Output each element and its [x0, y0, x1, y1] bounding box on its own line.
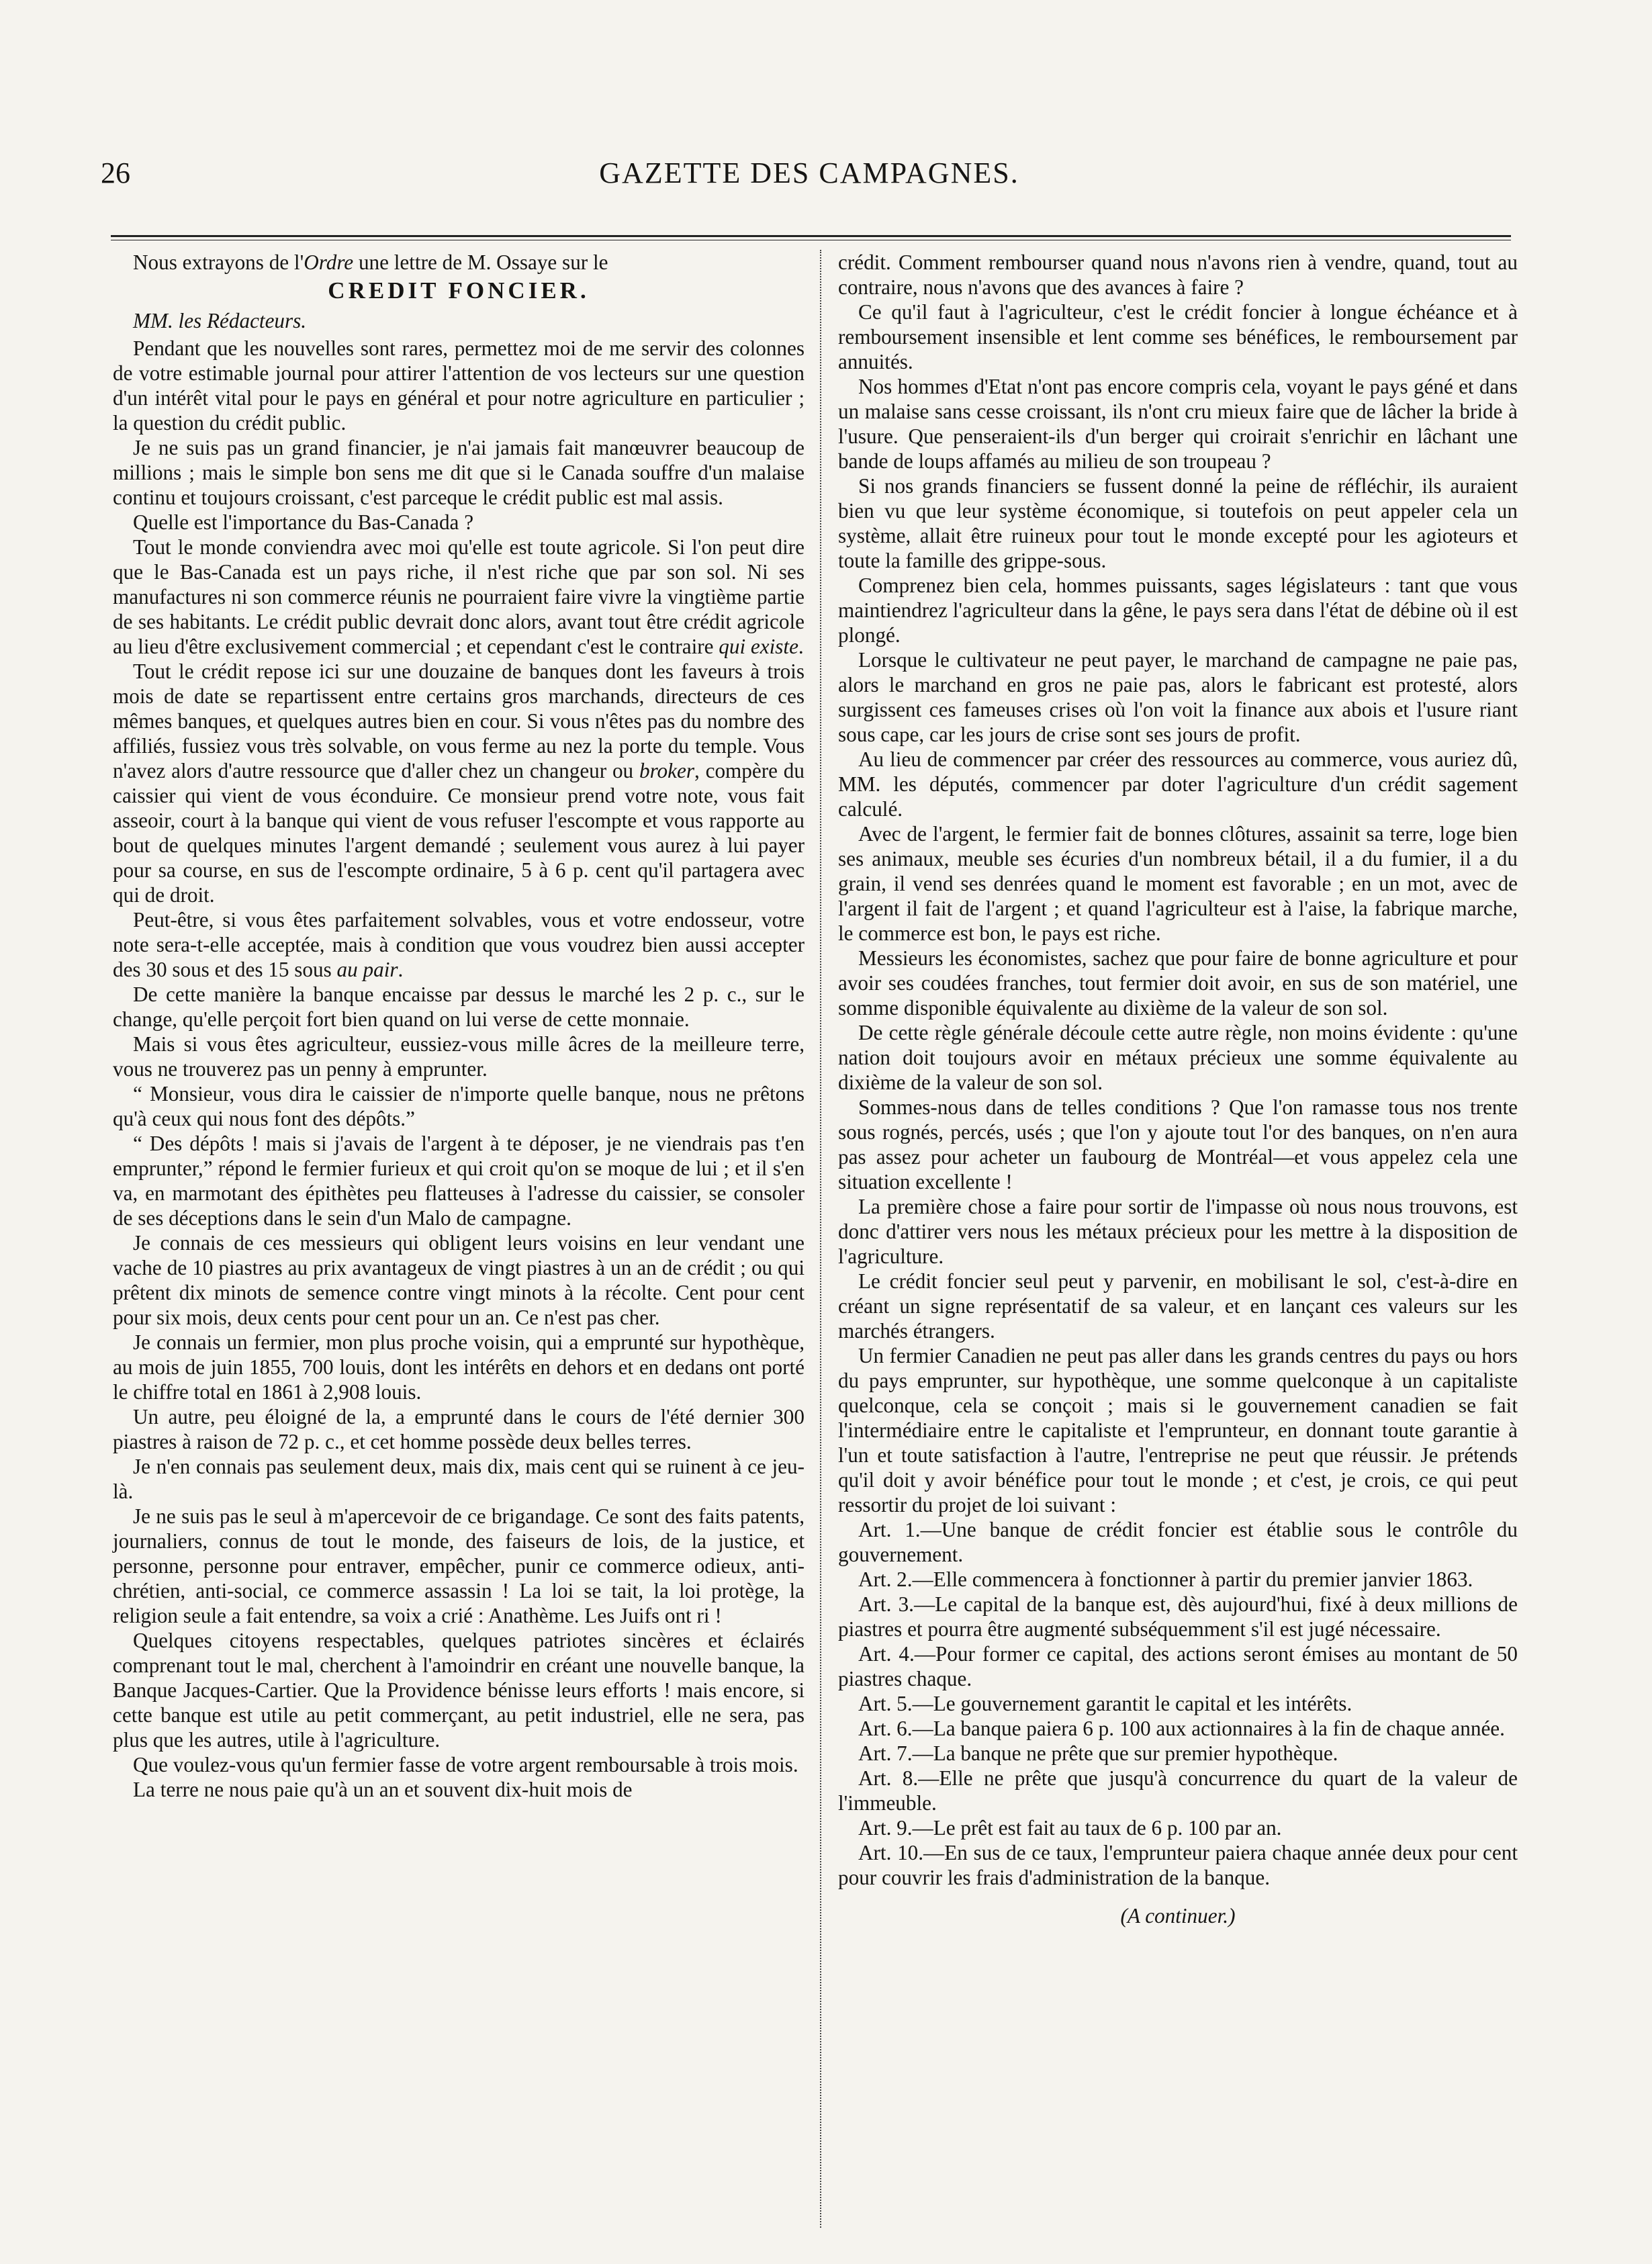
left-paragraph: De cette manière la banque encaisse par dessus le marché les 2 p. c., sur le change, qu'elle perçoit fort bien quand on lui verse de cette monnaie. — [113, 983, 805, 1031]
intro-source: Ordre — [304, 251, 354, 274]
right-paragraph: Ce qu'il faut à l'agriculteur, c'est le crédit foncier à longue échéance et à remboursement insensible et lent comme ses bénéfices, le remboursement par annuités. — [838, 300, 1518, 373]
right-paragraph: Le crédit foncier seul peut y parvenir, en mobilisant le sol, c'est-à-dire en créant un signe représentatif de sa valeur, et en lançant ces valeurs sur les marchés étrangers. — [838, 1269, 1518, 1343]
right-paragraph: Si nos grands financiers se fussent donné la peine de réfléchir, ils auraient bien vu que leur système économique, si toutefois on peut appeler cela un système, allait être ruineux pour tout le monde excepté pour les agioteurs et toute la famille des grippe-sous. — [838, 474, 1518, 572]
left-paragraph: Mais si vous êtes agriculteur, eussiez-vous mille âcres de la meilleure terre, vous ne trouverez pas un penny à emprunter. — [113, 1032, 805, 1081]
right-paragraph: Art. 10.—En sus de ce taux, l'emprunteur paiera chaque année deux pour cent pour couvrir les frais d'administration de la banque. — [838, 1841, 1518, 1889]
left-paragraph: Peut-être, si vous êtes parfaitement solvables, vous et votre endosseur, votre note sera-t-elle acceptée, mais à condition que vous voudrez bien aussi accepter des 30 sous et des 15 sous au pair. — [113, 908, 805, 981]
left-paragraph: Tout le crédit repose ici sur une douzaine de banques dont les faveurs à trois mois de date se repartissent entre certains gros marchands, directeurs de ces mêmes banques, et quelques autres bien en cour. Si vous n'êtes pas du nombre des affiliés, fussiez vous très solvable, on vous ferme au nez la porte du temple. Vous n'avez alors d'autre ressource que d'aller chez un changeur ou broker, compère du caissier qui vient de vous éconduire. Ce monsieur prend votre note, vous fait asseoir, court à la banque qui vient de vous refuser l'escompte et vous rapporte au bout de quelques minutes l'argent demandé ; seulement vous aurez à lui payer pour sa course, en sus de l'escompte ordinaire, 5 à 6 p. cent qu'il partagera avec qui de droit. — [113, 660, 805, 907]
left-paragraph: Je ne suis pas un grand financier, je n'ai jamais fait manœuvrer beaucoup de millions ; mais le simple bon sens me dit que si le Canada souffre d'un malaise continu et toujours croissant, c'est parceque le crédit public est mal assis. — [113, 436, 805, 509]
right-paragraph: Art. 5.—Le gouvernement garantit le capital et les intérêts. — [858, 1692, 1352, 1715]
right-paragraph: Comprenez bien cela, hommes puissants, sages législateurs : tant que vous maintiendrez l'agriculteur dans la gêne, le pays sera dans l'état de débine où il est plongé. — [838, 574, 1518, 647]
right-paragraph: Lorsque le cultivateur ne peut payer, le marchand de campagne ne paie pas, alors le marchand en gros ne paie pas, alors le fabricant est protesté, alors surgissent ces fameuses crises où l'on voit la finance aux abois et l'usure riant sous cape, car les jours de crise sont ses jours de profit. — [838, 648, 1518, 746]
right-paragraph: Au lieu de commencer par créer des ressources au commerce, vous auriez dû, MM. les députés, commencer par doter l'agriculture d'un crédit sagement calculé. — [838, 748, 1518, 821]
right-paragraph: Art. 2.—Elle commencera à fonctionner à partir du premier janvier 1863. — [858, 1568, 1473, 1591]
right-paragraphs — [838, 250, 1518, 1890]
running-head — [101, 156, 1518, 196]
right-paragraph: Art. 4.—Pour former ce capital, des actions seront émises au montant de 50 piastres chaque. — [838, 1642, 1518, 1690]
left-paragraphs — [113, 336, 805, 1802]
left-paragraph: Que voulez-vous qu'un fermier fasse de votre argent remboursable à trois mois. — [133, 1753, 798, 1776]
left-paragraph: Je ne suis pas le seul à m'apercevoir de ce brigandage. Ce sont des faits patents, journaliers, connus de tout le monde, des faiseurs de lois, de la justice, et personne, personne pour entraver, empêcher, punir ce commerce odieux, anti-chrétien, anti-social, ce commerce assassin ! La loi se tait, la loi protège, la religion seule a fait entendre, sa voix a crié : Anathème. Les Juifs ont ri ! — [113, 1504, 805, 1627]
intro-before: Nous extrayons de l' — [133, 251, 304, 274]
right-paragraph: Avec de l'argent, le fermier fait de bonnes clôtures, assainit sa terre, loge bien ses animaux, meuble ses écuries d'un nombreux bétail, il a du fumier, il a du grain, il vend ses denrées quand le moment est favorable ; en un mot, avec de l'argent il fait de l'argent ; et quand l'agriculteur est à l'aise, la fabrique marche, le commerce est bon, le pays est riche. — [838, 822, 1518, 945]
left-paragraph: La terre ne nous paie qu'à un an et souvent dix-huit mois de — [133, 1778, 633, 1801]
closing-note: (A continuer.) — [1120, 1904, 1236, 1928]
right-paragraph: Art. 9.—Le prêt est fait au taux de 6 p. 100 par an. — [858, 1816, 1282, 1840]
intro-line — [113, 250, 805, 275]
right-paragraph: Messieurs les économistes, sachez que pour faire de bonne agriculture et pour avoir ses coudées franches, tout fermier doit avoir, en sus de son matériel, une somme disponible équivalente au dixième de la valeur de son sol. — [838, 946, 1518, 1020]
right-paragraph: Art. 8.—Elle ne prête que jusqu'à concurrence du quart de la valeur de l'immeuble. — [838, 1766, 1518, 1815]
left-paragraph: Tout le monde conviendra avec moi qu'elle est toute agricole. Si l'on peut dire que le Bas-Canada est un pays riche, il n'est riche que par son sol. Ni ses manufactures ni son commerce réunis ne pourraient faire vivre la vingtième partie de ses habitants. Le crédit public devrait donc alors, avant tout être crédit agricole au lieu d'être exclusivement commercial ; et cependant c'est le contraire qui existe. — [113, 535, 805, 658]
right-paragraph: Art. 7.—La banque ne prête que sur premier hypothèque. — [858, 1741, 1338, 1765]
left-column — [113, 250, 805, 1802]
left-paragraph: Un autre, peu éloigné de la, a emprunté dans le cours de l'été dernier 300 piastres à raison de 72 p. c., et cet homme possède deux belles terres. — [113, 1405, 805, 1453]
right-paragraph: La première chose a faire pour sortir de l'impasse où nous nous trouvons, est donc d'attirer vers nous les métaux précieux pour les mettre à la disposition de l'agriculture. — [838, 1195, 1518, 1268]
intro-after: une lettre de M. Ossaye sur le — [353, 251, 608, 274]
left-paragraph: Je n'en connais pas seulement deux, mais dix, mais cent qui se ruinent à ce jeu-là. — [113, 1455, 805, 1503]
left-paragraph: Pendant que les nouvelles sont rares, permettez moi de me servir des colonnes de votre estimable journal pour attirer l'attention de vos lecteurs sur une question d'un intérêt vital pour le pays en général et pour notre agriculture en particulier ; la question du crédit public. — [113, 336, 805, 435]
right-paragraph: Art. 3.—Le capital de la banque est, dès aujourd'hui, fixé à deux millions de piastres et pourra être augmenté subséquemment s'il est jugé nécessaire. — [838, 1592, 1518, 1641]
right-paragraph: De cette règle générale découle cette autre règle, non moins évidente : qu'une nation doit toujours avoir en métaux précieux une somme équivalente au dixième de la valeur de son sol. — [838, 1021, 1518, 1094]
column-divider — [820, 250, 825, 2228]
right-paragraph: Un fermier Canadien ne peut pas aller dans les grands centres du pays ou hors du pays emprunter, sur hypothèque, une somme quelconque à un capitaliste quelconque, cela se conçoit ; mais si le gouvernement canadien se fait l'intermédiaire entre le capitaliste et l'emprunteur, en donnant toute garantie à l'un et toute satisfaction à l'autre, l'entreprise ne peut que réussir. Je prétends qu'il doit y avoir bénéfice pour tout le monde ; et c'est, je crois, ce qui peut ressortir du projet de loi suivant : — [838, 1344, 1518, 1516]
article-heading: CREDIT FONCIER. — [328, 277, 590, 304]
right-paragraph: crédit. Comment rembourser quand nous n'avons rien à vendre, quand, tout au contraire, nous n'avons que des avances à faire ? — [838, 251, 1518, 299]
left-paragraph: Je connais de ces messieurs qui obligent leurs voisins en leur vendant une vache de 10 piastres au prix avantageux de vingt piastres à un an de crédit ; ou qui prêtent dix minots de semence contre vingt minots à la récolte. Cent pour cent pour six mois, deux cents pour cent pour un an. Ce n'est pas cher. — [113, 1231, 805, 1329]
right-paragraph: Sommes-nous dans de telles conditions ? Que l'on ramasse tous nos trente sous rognés, percés, usés ; que l'on y ajoute tout l'or des banques, on n'en aura pas assez pour acheter un faubourg de Montréal—et vous appelez cela une situation excellente ! — [838, 1095, 1518, 1193]
left-paragraph: Quelle est l'importance du Bas-Canada ? — [133, 510, 474, 534]
journal-title: GAZETTE DES CAMPAGNES. — [599, 156, 1019, 189]
right-paragraph: Art. 6.—La banque paiera 6 p. 100 aux actionnaires à la fin de chaque année. — [858, 1717, 1505, 1740]
left-paragraph: “ Des dépôts ! mais si j'avais de l'argent à te déposer, je ne viendrais pas t'en emprunter,” répond le fermier furieux et qui croit qu'on se moque de lui ; et il s'en va, en marmotant des épithètes peu flatteuses à l'adresse du caissier, se consoler de ses déceptions dans le sein d'un Malo de campagne. — [113, 1132, 805, 1230]
right-paragraph: Art. 1.—Une banque de crédit foncier est établie sous le contrôle du gouvernement. — [838, 1518, 1518, 1566]
left-paragraph: Je connais un fermier, mon plus proche voisin, qui a emprunté sur hypothèque, au mois de juin 1855, 700 louis, dont les intérêts en dehors et en dedans ont porté le chiffre total en 1861 à 2,908 louis. — [113, 1330, 805, 1404]
salutation: MM. les Rédacteurs. — [133, 309, 307, 332]
left-paragraph: Quelques citoyens respectables, quelques patriotes sincères et éclairés comprenant tout le mal, cherchent à l'amoindrir en créant une nouvelle banque, la Banque Jacques-Cartier. Que la Providence bénisse leurs efforts ! mais encore, si cette banque est utile au petit commerçant, au petit industriel, elle ne sera, pas plus que les autres, utile à l'agriculture. — [113, 1629, 805, 1752]
right-column — [838, 250, 1518, 1928]
right-paragraph: Nos hommes d'Etat n'ont pas encore compris cela, voyant le pays géné et dans un malaise sans cesse croissant, ils n'ont cru mieux faire que de lâcher la bride à l'usure. Que penseraient-ils d'un berger qui croirait s'enrichir en lâchant une bande de loups affamés au milieu de son troupeau ? — [838, 375, 1518, 473]
left-paragraph: “ Monsieur, vous dira le caissier de n'importe quelle banque, nous ne prêtons qu'à ceux qui nous font des dépôts.” — [113, 1082, 805, 1130]
page-number: 26 — [101, 156, 130, 189]
header-rule-thick — [111, 235, 1511, 237]
